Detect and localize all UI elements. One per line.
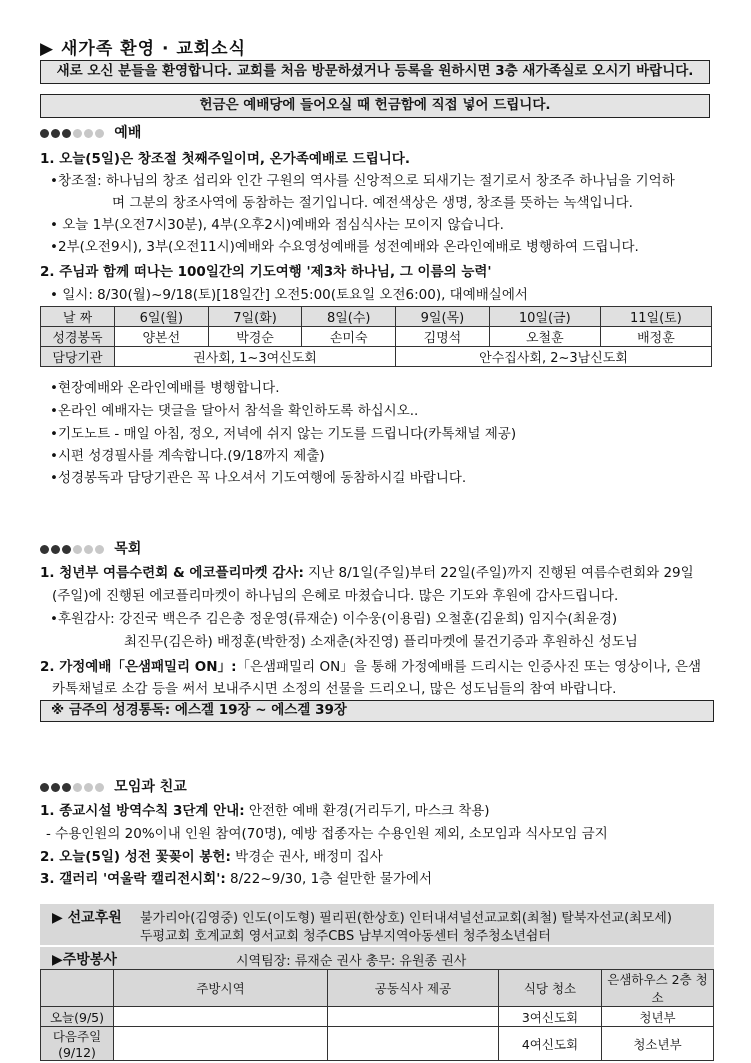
meeting-item3-title: 3. 갤러리 '여울락 캘리전시회': xyxy=(40,871,226,887)
ministry-item1-line4: 최진무(김은하) 배정훈(박한정) 소재춘(차진영) 플리마켓에 물건기증과 후원하신 성도님 xyxy=(124,634,638,650)
worship-item2-date: • 일시: 8/30(월)~9/18(토)[18일간] 오전5:00(토요일 오전6:00), 대예배실에서 xyxy=(50,287,528,303)
mission-support-line2: 두평교회 호계교회 영서교회 청주CBS 남부지역아동센터 청주청소년쉼터 xyxy=(140,929,551,944)
kitchen-cell: 청년부 xyxy=(602,1007,714,1027)
schedule-reading-label: 성경봉독 xyxy=(41,327,115,347)
meeting-item1-line2: - 수용인원의 20%이내 인원 참여(70명), 예방 접종자는 수용인원 제외, 소모임과 식사모임 금지 xyxy=(46,826,608,842)
kitchen-cell: 청소년부 xyxy=(602,1027,714,1061)
worship-bullet: •온라인 예배자는 댓글을 달아서 참석을 확인하도록 하십시오.. xyxy=(50,403,419,419)
meeting-item1-title: 1. 종교시설 방역수칙 3단계 안내: xyxy=(40,803,245,819)
kitchen-row-label: 다음주일(9/12) xyxy=(41,1027,114,1061)
kitchen-col-header: 주방시역 xyxy=(114,970,328,1007)
ministry-item1-text: 지난 8/1일(주일)부터 22일(주일)까지 진행된 여름수련회와 29일 xyxy=(303,565,694,581)
schedule-header: 8일(수) xyxy=(302,307,396,327)
meeting-heading xyxy=(40,776,187,796)
worship-item1-line1: •창조절: 하나님의 창조 섭리와 인간 구원의 역사를 신앙적으로 되새기는 절기로서 창조주 하나님을 기억하 xyxy=(50,173,675,189)
schedule-org-right: 안수집사회, 2~3남신도회 xyxy=(396,347,712,367)
kitchen-cell xyxy=(114,1007,328,1027)
welcome-banner: 새로 오신 분들을 환영합니다. 교회를 처음 방문하셨거나 등록을 원하시면 3층 새가족실로 오시기 바랍니다. xyxy=(40,60,710,84)
kitchen-cell xyxy=(114,1027,328,1061)
mission-support-label: ▶ 선교후원 xyxy=(52,910,122,926)
schedule-org-label: 담당기관 xyxy=(41,347,115,367)
offering-notice: 헌금은 예배당에 들어오실 때 헌금함에 직접 넣어 드립니다. xyxy=(40,94,710,118)
kitchen-service-label: ▶주방봉사 xyxy=(52,952,117,968)
worship-item1-line3: • 오늘 1부(오전7시30분), 4부(오후2시)예배와 점심식사는 모이지 않습니다. xyxy=(50,217,504,233)
worship-bullet: •시편 성경필사를 계속합니다.(9/18까지 제출) xyxy=(50,448,325,464)
kitchen-row-label: 오늘(9/5) xyxy=(41,1007,114,1027)
ministry-heading-label: 목회 xyxy=(114,541,142,557)
ministry-item2 xyxy=(40,655,701,675)
ministry-item2-title: 2. 가정예배「은샘패밀리 ON」: xyxy=(40,659,237,675)
meeting-item3 xyxy=(40,867,432,887)
ministry-item1-line2: (주일)에 진행된 에코플리마켓이 하나님의 은혜로 마쳤습니다. 많은 기도와 후원에 감사드립니다. xyxy=(52,588,619,604)
schedule-header: 9일(목) xyxy=(396,307,490,327)
meeting-item1-text: 안전한 예배 환경(거리두기, 마스크 착용) xyxy=(244,803,490,819)
schedule-reader: 김명석 xyxy=(396,327,490,347)
mission-support-line1: 불가리아(김영중) 인도(이도형) 필리핀(한상호) 인터내셔널선교교회(최철) 탈북자선교(최모세) xyxy=(140,911,672,926)
meeting-item2-text: 박경순 권사, 배정미 집사 xyxy=(230,849,383,865)
kitchen-service-leaders: 시역팀장: 류재순 권사 총무: 유원종 권사 xyxy=(236,954,467,969)
schedule-org-left: 권사회, 1~3여신도회 xyxy=(115,347,396,367)
kitchen-col-header: 공동식사 제공 xyxy=(328,970,499,1007)
meeting-item2 xyxy=(40,845,383,865)
schedule-reader: 배정훈 xyxy=(600,327,711,347)
kitchen-service-header xyxy=(40,947,714,969)
section-title-welcome: ▶ 새가족 환영 · 교회소식 xyxy=(40,39,247,59)
kitchen-cell xyxy=(328,1007,499,1027)
ministry-item1-line3: •후원감사: 강진국 백은주 김은총 정운영(류재순) 이수웅(이용림) 오철훈(김윤희) 임지수(최윤경) xyxy=(50,611,618,627)
dots-icon xyxy=(40,779,106,795)
ministry-item2-text: 「은샘패밀리 ON」을 통해 가정예배를 드리시는 인증사진 또는 영상이나, 은샘 xyxy=(236,659,702,675)
meeting-item2-title: 2. 오늘(5일) 성전 꽃꽂이 봉헌: xyxy=(40,849,231,865)
meeting-item3-text: 8/22~9/30, 1층 쉴만한 물가에서 xyxy=(225,871,433,887)
kitchen-col-header xyxy=(41,970,114,1007)
ministry-item1-title: 1. 청년부 여름수련회 & 에코플리마켓 감사: xyxy=(40,565,304,581)
ministry-item1 xyxy=(40,561,694,581)
schedule-reader: 오철훈 xyxy=(489,327,600,347)
dots-icon xyxy=(40,541,106,557)
schedule-header: 10일(금) xyxy=(489,307,600,327)
worship-item2-title: 2. 주님과 함께 떠나는 100일간의 기도여행 '제3차 하나님, 그 이름의 능력' xyxy=(40,264,492,280)
worship-heading-label: 예배 xyxy=(114,125,142,141)
worship-bullet: •현장예배와 온라인예배를 병행합니다. xyxy=(50,380,280,396)
kitchen-cell: 3여신도회 xyxy=(499,1007,602,1027)
worship-bullet: •기도노트 - 매일 아침, 정오, 저녁에 쉬지 않는 기도를 드립니다(카톡채널 제공) xyxy=(50,426,517,442)
prayer-schedule-table xyxy=(40,306,712,367)
kitchen-col-header: 식당 청소 xyxy=(499,970,602,1007)
worship-item1-line2: 며 그분의 창조사역에 동참하는 절기입니다. 예전색상은 생명, 창조를 뜻하는 녹색입니다. xyxy=(112,195,633,211)
worship-item1-line4: •2부(오전9시), 3부(오전11시)예배와 수요영성예배를 성전예배와 온라인예배로 병행하여 드립니다. xyxy=(50,239,639,255)
meeting-heading-label: 모임과 친교 xyxy=(114,779,187,795)
schedule-header: 6일(월) xyxy=(115,307,209,327)
dots-icon xyxy=(40,125,106,141)
kitchen-cell xyxy=(328,1027,499,1061)
schedule-reader: 양본선 xyxy=(115,327,209,347)
kitchen-cell: 4여신도회 xyxy=(499,1027,602,1061)
schedule-reader: 손미숙 xyxy=(302,327,396,347)
schedule-reader: 박경순 xyxy=(208,327,302,347)
worship-bullet: •성경봉독과 담당기관은 꼭 나오셔서 기도여행에 동참하시길 바랍니다. xyxy=(50,470,467,486)
kitchen-col-header: 은샘하우스 2층 청소 xyxy=(602,970,714,1007)
kitchen-service-table xyxy=(40,969,714,1061)
ministry-heading xyxy=(40,538,141,558)
schedule-header: 11일(토) xyxy=(600,307,711,327)
worship-heading xyxy=(40,122,141,142)
schedule-header: 7일(화) xyxy=(208,307,302,327)
schedule-header: 날 짜 xyxy=(41,307,115,327)
meeting-item1 xyxy=(40,799,490,819)
bible-reading-box: ※ 금주의 성경통독: 에스겔 19장 ~ 에스겔 39장 xyxy=(40,700,714,722)
worship-item1-title: 1. 오늘(5일)은 창조절 첫째주일이며, 온가족예배로 드립니다. xyxy=(40,151,410,167)
ministry-item2-line2: 카톡채널로 소감 등을 써서 보내주시면 소정의 선물을 드리오니, 많은 성도님들의 참여 바랍니다. xyxy=(52,681,617,697)
mission-support-box xyxy=(40,904,714,945)
